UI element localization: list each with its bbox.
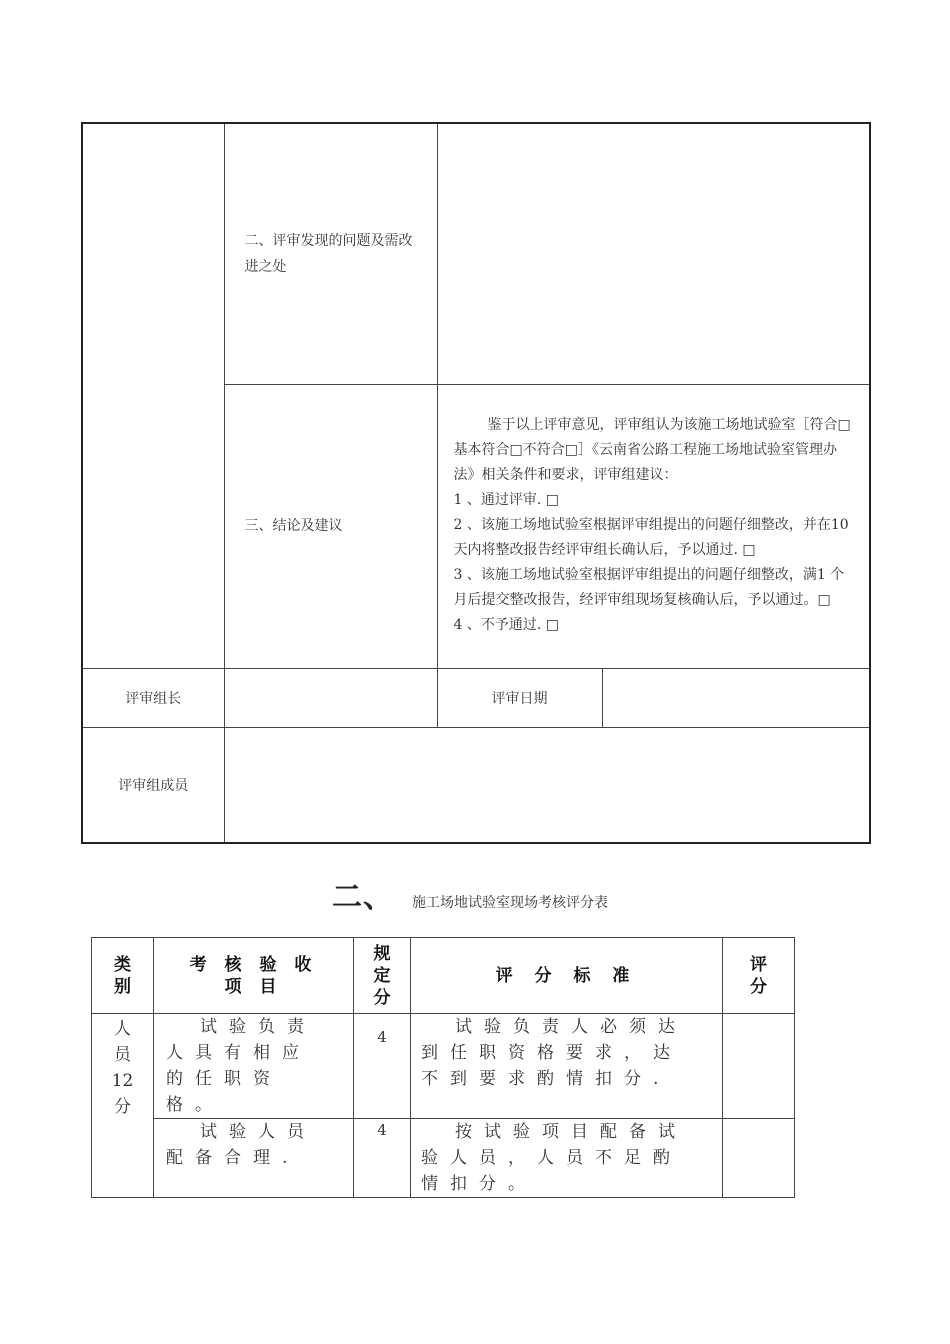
table-row-standard: [411, 1014, 723, 1119]
review-left-blank-cell: [82, 123, 224, 668]
conclusion-option-3: 3 、该施工场地试验室根据评审组提出的问题仔细整改，满1 个月后提交整改报告，经评审组现场复核确认后，予以通过。□: [453, 566, 845, 608]
category-cell: 人员12分: [92, 1014, 154, 1198]
item-text: 试验人员配备合理.: [166, 1122, 316, 1168]
date-value: [602, 668, 870, 727]
leader-value: [224, 668, 437, 727]
table-row-item: [154, 1119, 354, 1198]
leader-label: 评审组长: [82, 668, 224, 727]
header-points: 规定分: [354, 938, 411, 1014]
conclusion-option-2: 2 、该施工场地试验室根据评审组提出的问题仔细整改，并在10天内将整改报告经评审组长确认后，予以通过. □: [453, 516, 849, 558]
section-title: 施工场地试验室现场考核评分表: [412, 895, 608, 911]
conclusion-option-1: 1 、通过评审. □: [453, 491, 559, 508]
standard-text: 按试验项目配备试验人员，人员不足酌情扣分。: [421, 1122, 687, 1194]
members-value: [224, 727, 870, 843]
conclusion-intro: 鉴于以上评审意见，评审组认为该施工场地试验室［符合□基本符合□不符合□］《云南省公路工程施工场地试验室管理办法》相关条件和要求，评审组建议：: [453, 416, 851, 483]
section-heading: [332, 872, 608, 916]
item-text: 试验负责人具有相应的任职资格。: [166, 1017, 316, 1115]
header-item: 考 核 验 收 项 目: [154, 938, 354, 1014]
score-table: [91, 937, 795, 1198]
issues-content: [437, 123, 870, 384]
conclusion-content: [437, 384, 870, 668]
header-standard: 评 分 标 准: [411, 938, 723, 1014]
review-table: [81, 122, 871, 844]
table-row-score: [723, 1014, 795, 1119]
table-row-standard: [411, 1119, 723, 1198]
table-row-item: [154, 1014, 354, 1119]
conclusion-option-4: 4 、不予通过. □: [453, 616, 559, 633]
standard-text: 试验负责人必须达到任职资格要求，达不到要求酌情扣分.: [421, 1017, 687, 1089]
header-score: 评分: [723, 938, 795, 1014]
issues-label: 二、评审发现的问题及需改进之处: [224, 123, 437, 384]
table-row-score: [723, 1119, 795, 1198]
section-number: 二、: [332, 880, 394, 915]
table-row-points: 4: [354, 1014, 411, 1119]
conclusion-label: 三、结论及建议: [224, 384, 437, 668]
table-row-points: 4: [354, 1119, 411, 1198]
members-label: 评审组成员: [82, 727, 224, 843]
header-category: 类别: [92, 938, 154, 1014]
date-label: 评审日期: [437, 668, 602, 727]
